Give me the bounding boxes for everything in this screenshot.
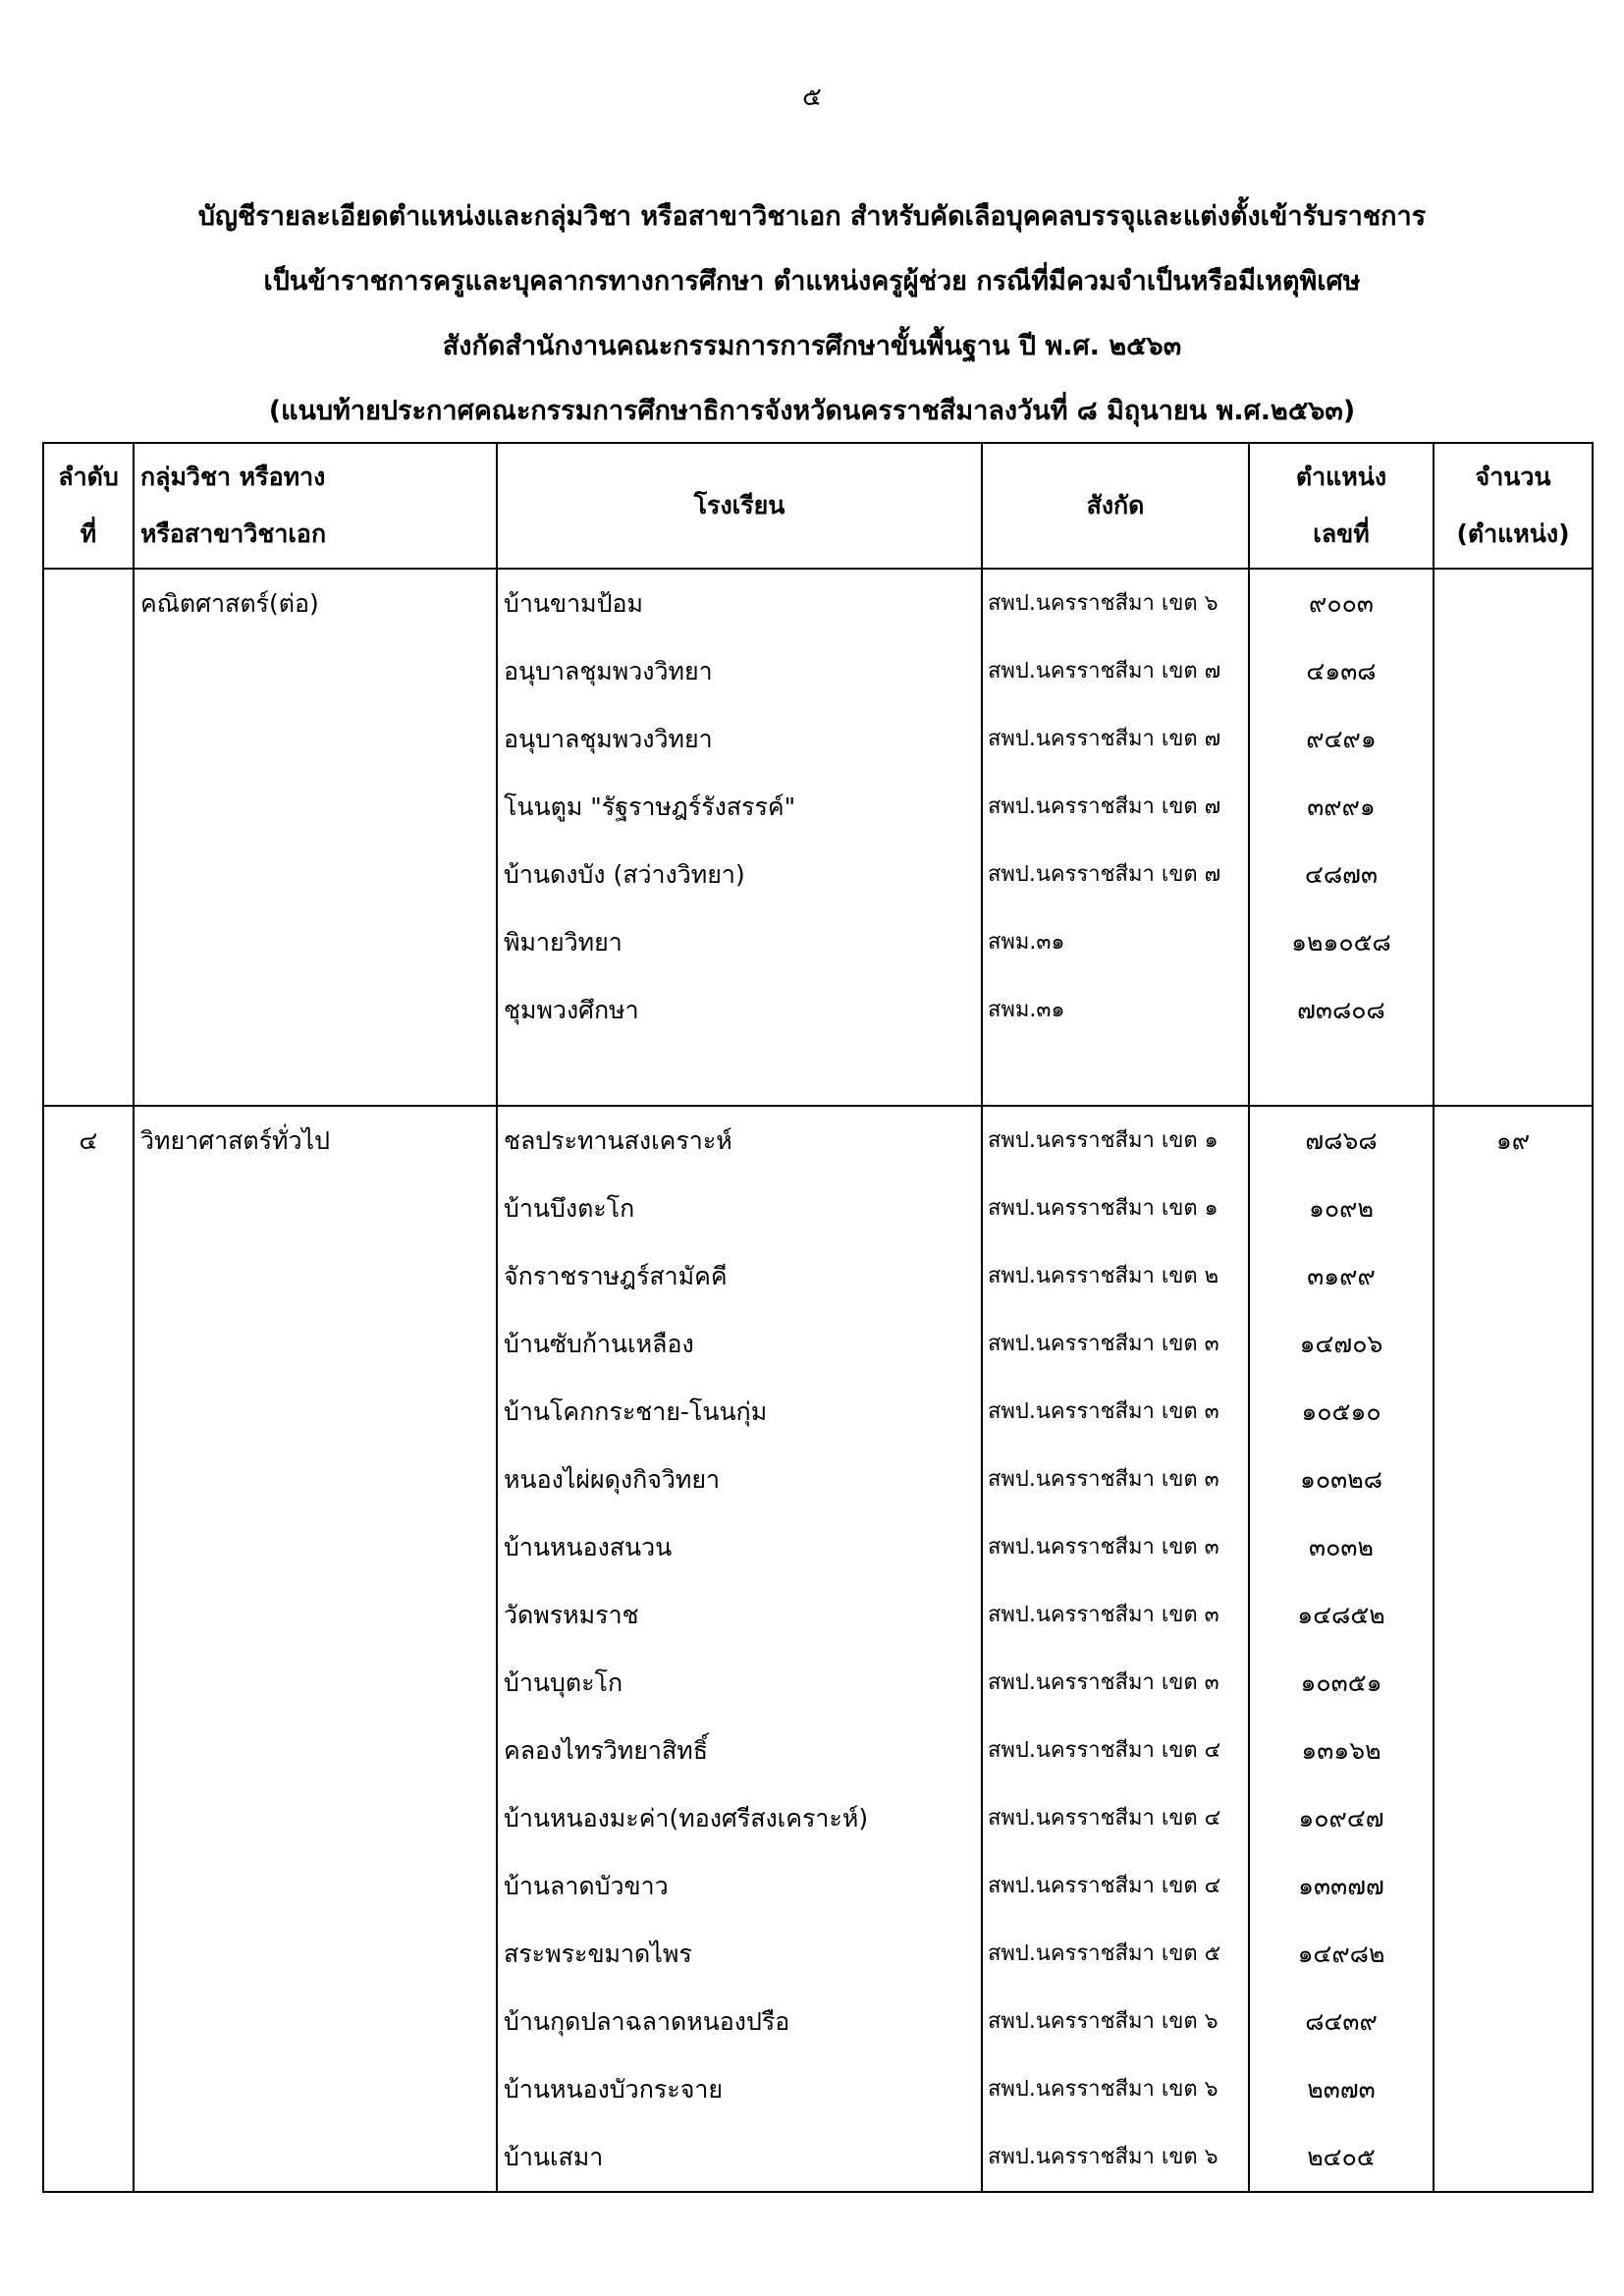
school-name: โนนตูม "รัฐราษฎร์รังสรรค์" (504, 793, 796, 821)
header-position-line2: เลขที่ (1313, 519, 1370, 548)
school-name: บ้านลาดบัวขาว (504, 1872, 669, 1900)
table-header-row (43, 443, 1593, 569)
school-cell (497, 1106, 982, 2192)
header-count (1434, 443, 1593, 569)
school-name: บ้านขามป้อม (504, 589, 643, 618)
affiliation: สพป.นครราชสีมา เขต ๖ (988, 2145, 1218, 2169)
position-number: ๗๘๖๘ (1305, 1126, 1378, 1155)
school-name: สระพระขมาดไพร (504, 1940, 692, 1968)
position-number: ๘๔๓๙ (1305, 2007, 1378, 2036)
position-number: ๑๔๗๐๖ (1299, 1330, 1383, 1358)
affiliation: สพป.นครราชสีมา เขต ๒ (988, 1264, 1219, 1288)
position-number: ๓๐๓๒ (1309, 1533, 1374, 1561)
position-number: ๑๓๑๖๒ (1301, 1736, 1381, 1765)
header-position-line1: ตำแหน่ง (1295, 463, 1387, 491)
header-count-line1: จำนวน (1475, 463, 1551, 491)
school-name: บ้านบึงตะโก (504, 1194, 635, 1223)
position-table (42, 442, 1594, 2193)
header-subject-line1: กลุ่มวิชา หรือทาง (140, 463, 326, 491)
count-cell (1434, 569, 1593, 1106)
position-number: ๑๐๓๕๑ (1300, 1668, 1382, 1697)
affiliation: สพป.นครราชสีมา เขต ๔ (988, 1806, 1221, 1831)
header-count-line2: (ตำแหน่ง) (1456, 519, 1570, 548)
position-count (1435, 570, 1592, 637)
affiliation: สพป.นครราชสีมา เขต ๑ (988, 1196, 1218, 1221)
position-cell (1249, 569, 1434, 1106)
affiliation: สพม.๓๑ (988, 930, 1065, 955)
affiliation: สพป.นครราชสีมา เขต ๓ (988, 1535, 1219, 1559)
affiliation-cell (982, 1106, 1249, 2192)
row-spacer (983, 1044, 1248, 1105)
school-name: บ้านหนองสนวน (504, 1533, 673, 1561)
page-number: ๕ (802, 82, 822, 112)
row-spacer (1250, 1044, 1433, 1105)
title-line: เป็นข้าราชการครูและบุคลากรทางการศึกษา ตำแหน่งครูผู้ช่วย กรณีที่มีควมจำเป็นหรือมีเหตุพิเศษ (263, 266, 1361, 297)
school-name: บ้านดงบัง (สว่างวิทยา) (504, 860, 745, 889)
affiliation: สพม.๓๑ (988, 998, 1065, 1022)
affiliation: สพป.นครราชสีมา เขต ๖ (988, 2077, 1218, 2102)
position-number: ๑๐๕๑๐ (1301, 1397, 1381, 1426)
section-number-cell (43, 1106, 134, 2192)
position-number: ๙๔๙๑ (1306, 725, 1377, 753)
subject-cell (134, 569, 497, 1106)
affiliation: สพป.นครราชสีมา เขต ๖ (988, 2009, 1218, 2034)
position-number: ๒๔๐๕ (1307, 2143, 1376, 2171)
header-no (43, 443, 134, 569)
table-section (43, 1106, 1593, 2192)
position-number: ๔๑๓๘ (1306, 657, 1377, 685)
school-name: คลองไทรวิทยาสิทธิ์ (504, 1736, 708, 1765)
header-subject-line2: หรือสาขาวิชาเอก (140, 519, 327, 548)
document-title (0, 185, 1624, 444)
header-position (1249, 443, 1434, 569)
count-cell (1434, 1106, 1593, 2192)
school-name: หนองไผ่ผดุงกิจวิทยา (504, 1465, 721, 1494)
position-number: ๓๙๙๑ (1307, 793, 1376, 821)
position-number: ๑๐๓๒๘ (1300, 1465, 1382, 1494)
title-line: สังกัดสำนักงานคณะกรรมการการศึกษาขั้นพื้นฐาน ปี พ.ศ. ๒๕๖๓ (442, 331, 1182, 361)
affiliation: สพป.นครราชสีมา เขต ๗ (988, 659, 1221, 683)
affiliation-cell (982, 569, 1249, 1106)
header-subject (134, 443, 497, 569)
school-name: บ้านหนองบัวกระจาย (504, 2075, 724, 2104)
school-name: อนุบาลชุมพวงวิทยา (504, 725, 713, 753)
school-name: อนุบาลชุมพวงวิทยา (504, 657, 713, 685)
position-number: ๑๐๙๔๗ (1298, 1804, 1384, 1832)
affiliation: สพป.นครราชสีมา เขต ๖ (988, 591, 1218, 616)
school-name: บ้านโคกกระชาย-โนนกุ่ม (504, 1397, 768, 1426)
position-number: ๒๓๗๓ (1307, 2075, 1376, 2104)
position-number: ๑๐๙๒ (1309, 1194, 1374, 1223)
affiliation: สพป.นครราชสีมา เขต ๕ (988, 1941, 1221, 1966)
position-number: ๑๔๙๘๒ (1297, 1940, 1385, 1968)
header-school: โรงเรียน (497, 443, 982, 569)
table-section (43, 569, 1593, 1106)
position-number: ๔๘๗๓ (1304, 860, 1379, 889)
school-name: จักราชราษฎร์สามัคคี (504, 1262, 728, 1290)
title-line: (แนบท้ายประกาศคณะกรรมการศึกษาธิการจังหวัดนครราชสีมาลงวันที่ ๘ มิถุนายน พ.ศ.๒๕๖๓) (268, 396, 1356, 426)
affiliation: สพป.นครราชสีมา เขต ๑ (988, 1128, 1218, 1153)
position-cell (1249, 1106, 1434, 2192)
section-number: ๔ (79, 1126, 98, 1155)
header-no-line2: ที่ (80, 519, 97, 548)
position-number: ๙๐๐๓ (1309, 589, 1374, 618)
position-number: ๑๔๘๕๒ (1297, 1601, 1385, 1629)
school-name: พิมายวิทยา (504, 928, 623, 957)
header-no-line1: ลำดับ (58, 463, 119, 491)
position-number: ๑๒๑๐๕๘ (1291, 928, 1391, 957)
school-name: บ้านกุดปลาฉลาดหนองปรือ (504, 2007, 790, 2036)
row-spacer (498, 1044, 981, 1105)
affiliation: สพป.นครราชสีมา เขต ๗ (988, 794, 1221, 819)
affiliation: สพป.นครราชสีมา เขต ๗ (988, 862, 1221, 887)
affiliation: สพป.นครราชสีมา เขต ๗ (988, 727, 1221, 751)
section-number-cell (43, 569, 134, 1106)
school-cell (497, 569, 982, 1106)
position-count: ๑๙ (1495, 1126, 1531, 1155)
section-number (44, 570, 133, 637)
subject-name: คณิตศาสตร์(ต่อ) (140, 589, 319, 618)
school-name: ชลประทานสงเคราะห์ (504, 1126, 732, 1155)
school-name: ชุมพวงศึกษา (504, 996, 639, 1024)
affiliation: สพป.นครราชสีมา เขต ๓ (988, 1399, 1219, 1424)
school-name: บ้านหนองมะค่า(ทองศรีสงเคราะห์) (504, 1804, 869, 1832)
school-name: บ้านบุตะโก (504, 1668, 623, 1697)
subject-name: วิทยาศาสตร์ทั่วไป (140, 1126, 330, 1155)
position-number: ๑๓๓๗๗ (1298, 1872, 1384, 1900)
affiliation: สพป.นครราชสีมา เขต ๔ (988, 1738, 1221, 1763)
school-name: บ้านซับก้านเหลือง (504, 1330, 694, 1358)
affiliation: สพป.นครราชสีมา เขต ๓ (988, 1467, 1219, 1492)
position-number: ๗๓๘๐๘ (1297, 996, 1385, 1024)
affiliation: สพป.นครราชสีมา เขต ๓ (988, 1603, 1219, 1627)
position-number: ๓๑๙๙ (1307, 1262, 1376, 1290)
affiliation: สพป.นครราชสีมา เขต ๓ (988, 1332, 1219, 1356)
affiliation: สพป.นครราชสีมา เขต ๔ (988, 1874, 1221, 1898)
school-name: วัดพรหมราช (504, 1601, 639, 1629)
title-line: บัญชีรายละเอียดตำแหน่งและกลุ่มวิชา หรือสาขาวิชาเอก สำหรับคัดเลือบุคคลบรรจุและแต่งตั้งเข้ารับราชการ (197, 201, 1427, 232)
school-name: บ้านเสมา (504, 2143, 604, 2171)
subject-cell (134, 1106, 497, 2192)
affiliation: สพป.นครราชสีมา เขต ๓ (988, 1670, 1219, 1695)
header-affiliation: สังกัด (982, 443, 1249, 569)
